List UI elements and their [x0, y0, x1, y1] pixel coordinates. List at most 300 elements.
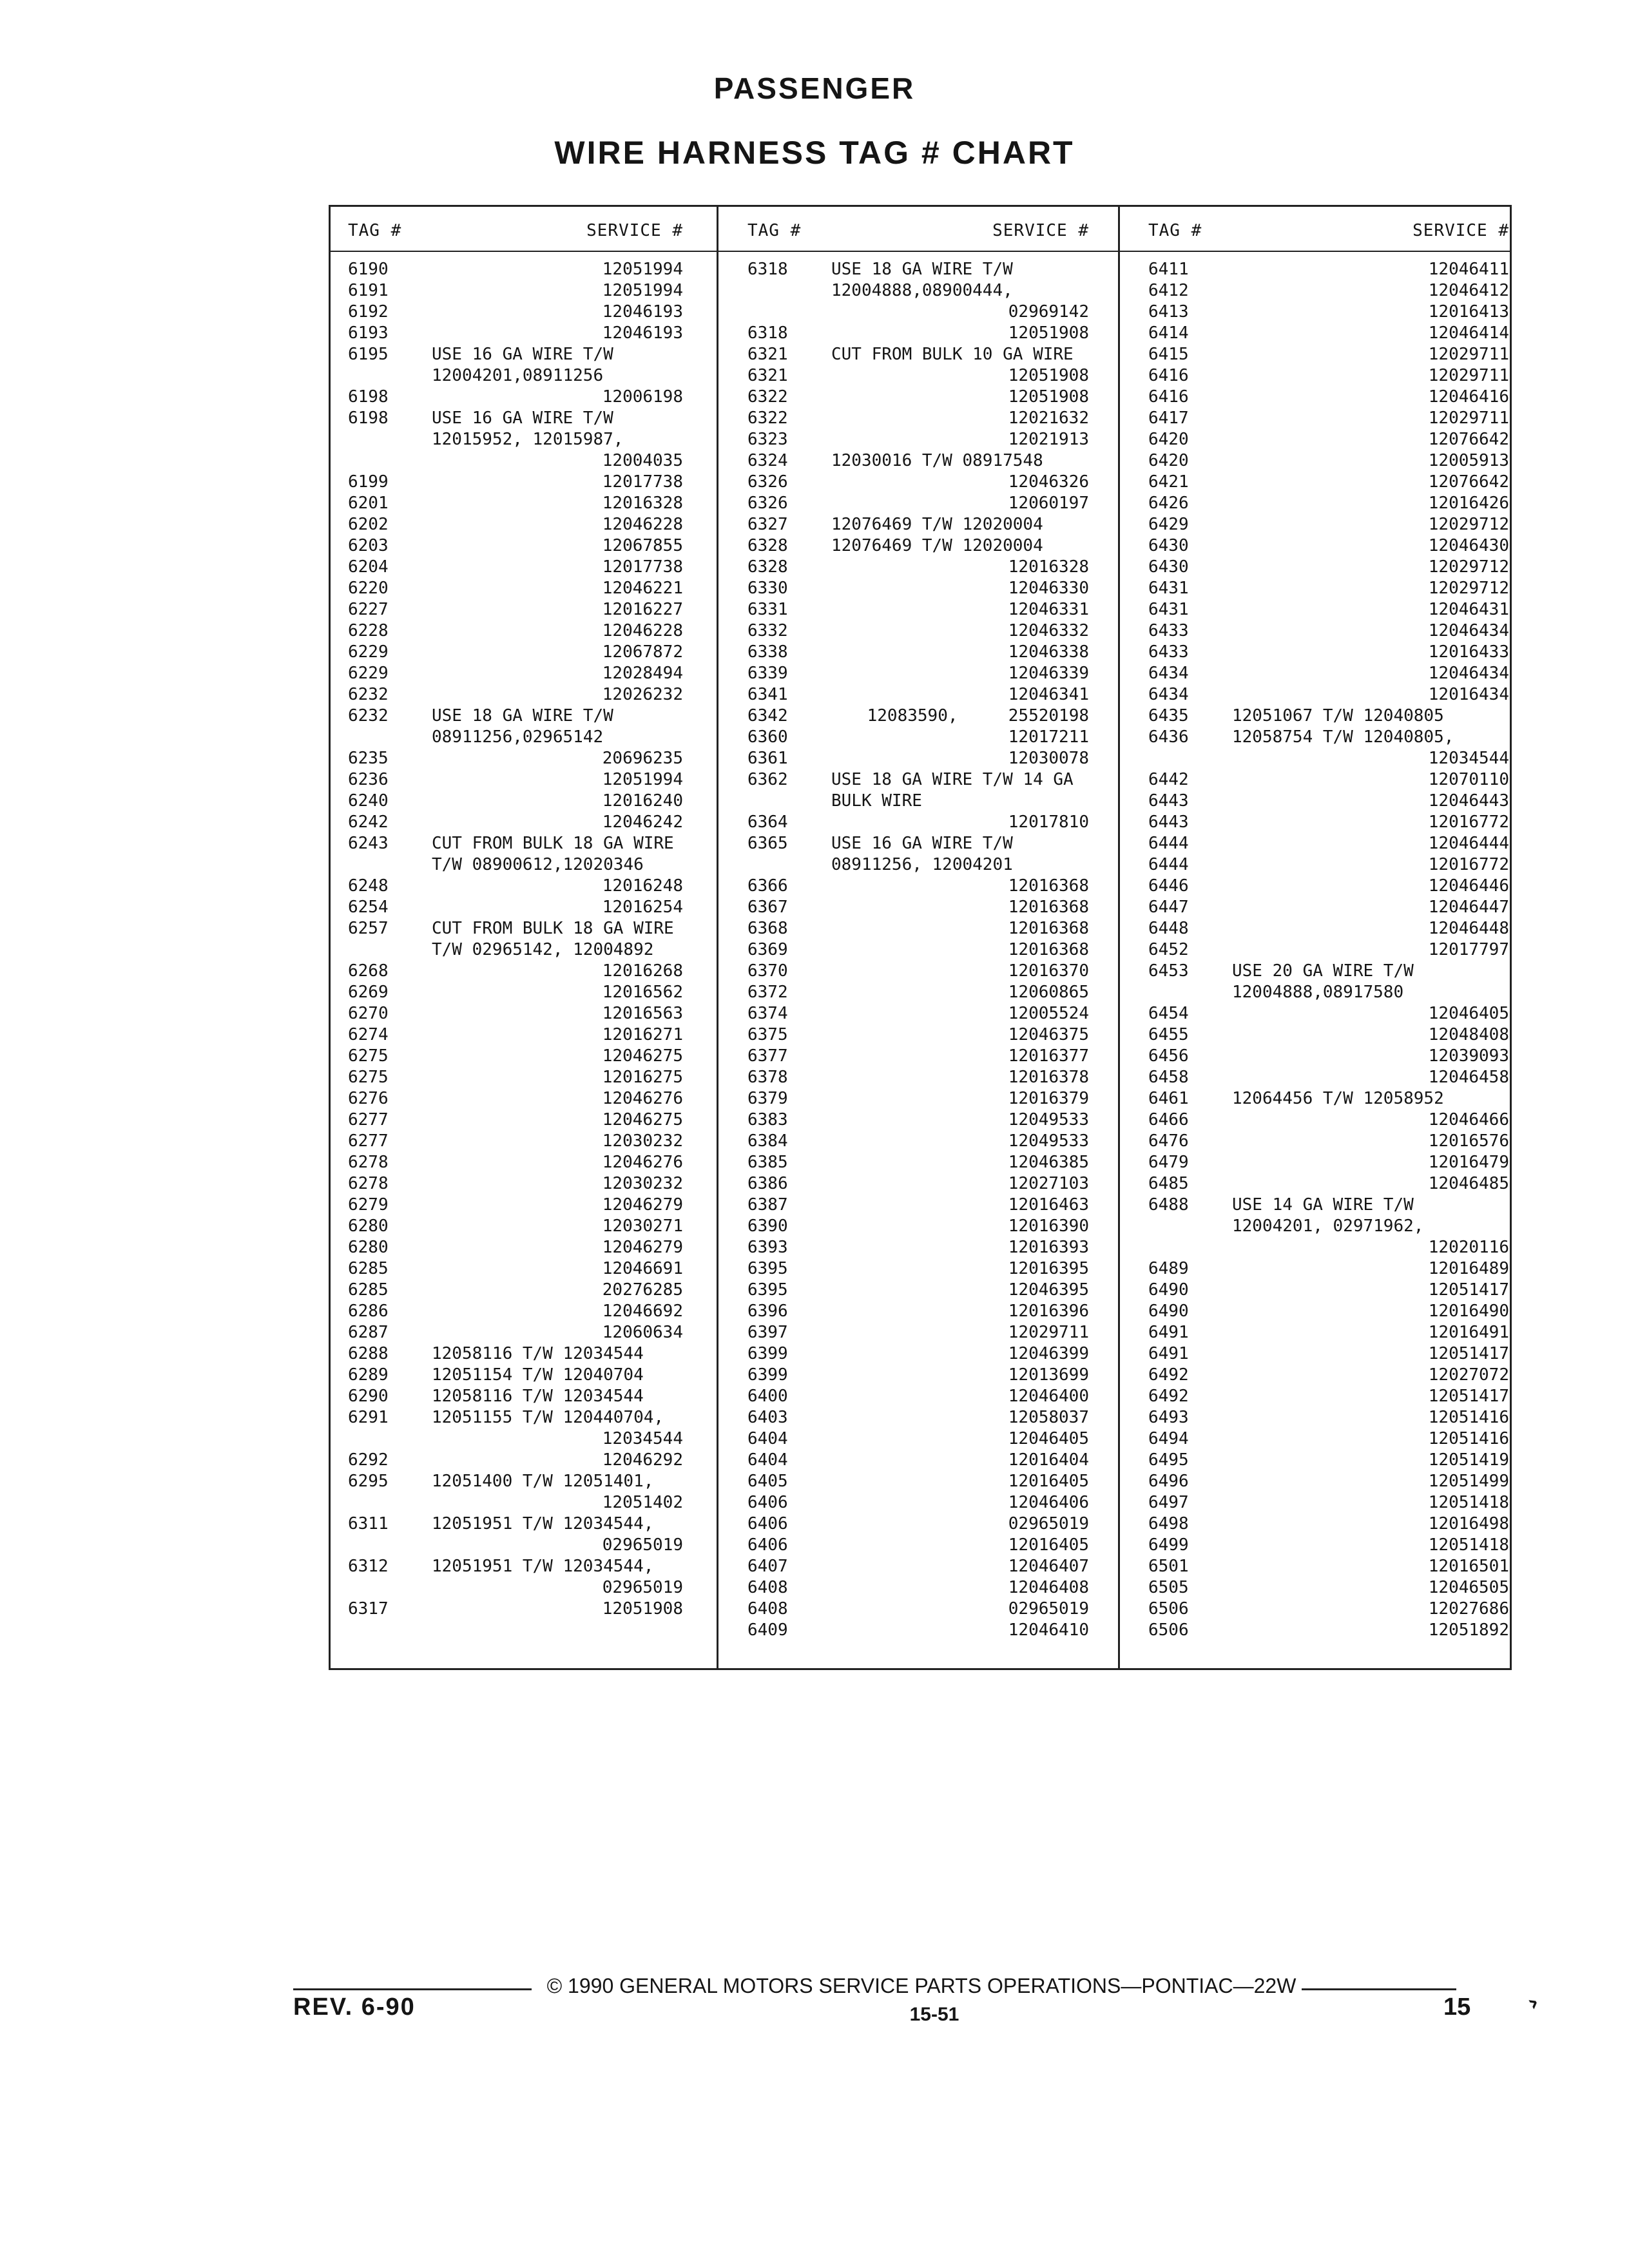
service-cell: 12058116 T/W 12034544: [432, 1387, 644, 1406]
service-cell: 12028494: [602, 664, 683, 683]
service-cell: 12067872: [602, 642, 683, 662]
tag-cell: 6443: [1148, 812, 1189, 832]
table-row: [348, 1492, 683, 1514]
service-cell: 12051419: [1428, 1450, 1509, 1470]
table-row: [348, 833, 683, 854]
table-row: [348, 1173, 683, 1195]
chart-subtitle: WIRE HARNESS TAG # CHART: [554, 135, 1075, 171]
table-row: [747, 1195, 1089, 1216]
service-header: SERVICE #: [992, 221, 1089, 240]
tag-cell: 6490: [1148, 1302, 1189, 1321]
service-cell: 12058116 T/W 12034544: [432, 1344, 644, 1363]
service-cell: 12048408: [1428, 1025, 1509, 1044]
service-cell: 12016368: [1008, 919, 1089, 938]
table-row: [747, 1216, 1089, 1237]
table-row: [348, 918, 683, 939]
table-row: [348, 535, 683, 557]
table-row: [348, 408, 683, 429]
service-cell: USE 18 GA WIRE T/W: [432, 706, 613, 726]
table-row: [1148, 620, 1509, 642]
service-cell: 12067855: [602, 536, 683, 555]
table-row: [1148, 1514, 1509, 1535]
table-rows: [348, 259, 683, 1620]
table-rows: [1148, 259, 1509, 1641]
tag-cell: [348, 450, 432, 472]
tag-cell: 6466: [1148, 1110, 1189, 1129]
service-cell: 12015952, 12015987,: [432, 430, 624, 449]
table-row: [1148, 1216, 1509, 1237]
tag-cell: 6413: [1148, 302, 1189, 322]
service-cell: 12046292: [602, 1450, 683, 1470]
service-cell: USE 18 GA WIRE T/W 14 GA: [831, 770, 1074, 789]
table-row: [348, 1131, 683, 1152]
tag-cell: 6498: [1148, 1514, 1189, 1533]
corner-mark: ›: [1522, 1989, 1545, 2017]
tag-cell: 6361: [747, 749, 788, 768]
tag-cell: 6370: [747, 961, 788, 981]
tag-cell: [747, 854, 831, 876]
service-cell: 12046399: [1008, 1344, 1089, 1363]
revision-label: REV. 6-90: [293, 1994, 416, 2021]
tag-header: TAG #: [1148, 221, 1202, 240]
table-row: [348, 1280, 683, 1301]
tag-cell: [348, 365, 432, 387]
service-cell: 12049533: [1008, 1131, 1089, 1151]
service-cell: 12016563: [602, 1004, 683, 1023]
service-cell: T/W 08900612,12020346: [432, 855, 644, 874]
tag-cell: 6494: [1148, 1429, 1189, 1448]
table-row: [747, 1492, 1089, 1514]
tag-cell: 6416: [1148, 387, 1189, 407]
table-row: [747, 1067, 1089, 1088]
tag-cell: 6417: [1148, 408, 1189, 428]
table-row: [1148, 1428, 1509, 1450]
service-header: SERVICE #: [586, 221, 683, 240]
table-row: [348, 642, 683, 663]
tag-cell: 6326: [747, 494, 788, 513]
tag-cell: 6275: [348, 1046, 389, 1066]
tag-cell: 6368: [747, 919, 788, 938]
tag-cell: 6311: [348, 1514, 389, 1533]
tag-cell: 6476: [1148, 1131, 1189, 1151]
table-row: [747, 1386, 1089, 1407]
service-cell: 12021913: [1008, 430, 1089, 449]
service-cell: 12016562: [602, 983, 683, 1002]
service-cell: 12016501: [1428, 1557, 1509, 1576]
tag-cell: 6456: [1148, 1046, 1189, 1066]
tag-cell: 6269: [348, 983, 389, 1002]
table-row: [747, 769, 1089, 791]
table-row: [1148, 259, 1509, 280]
service-cell: 12016328: [1008, 557, 1089, 577]
tag-cell: 6492: [1148, 1365, 1189, 1385]
service-cell: USE 16 GA WIRE T/W: [432, 345, 613, 364]
service-cell: 12051400 T/W 12051401,: [432, 1472, 654, 1491]
table-row: [747, 918, 1089, 939]
tag-cell: 6385: [747, 1153, 788, 1172]
column-header: [747, 216, 1089, 253]
tag-cell: 6384: [747, 1131, 788, 1151]
table-row: [348, 599, 683, 620]
tag-cell: 6434: [1148, 664, 1189, 683]
tag-cell: 6501: [1148, 1557, 1189, 1576]
tag-cell: [1148, 982, 1232, 1003]
service-cell: 12017738: [602, 472, 683, 492]
tag-cell: 6364: [747, 812, 788, 832]
service-cell: 12016378: [1008, 1068, 1089, 1087]
service-cell: 12016490: [1428, 1302, 1509, 1321]
table-row: [1148, 876, 1509, 897]
service-cell: 12017810: [1008, 812, 1089, 832]
table-row: [747, 706, 1089, 727]
table-row: [1148, 961, 1509, 982]
table-row: [348, 1428, 683, 1450]
tag-cell: 6448: [1148, 919, 1189, 938]
table-row: [348, 1535, 683, 1556]
table-row: [348, 429, 683, 450]
table-row: [747, 982, 1089, 1003]
service-cell: 12046447: [1428, 898, 1509, 917]
table-right-rule: [1510, 205, 1512, 1670]
tag-cell: [348, 1577, 432, 1599]
service-cell: 12016370: [1008, 961, 1089, 981]
table-row: [747, 620, 1089, 642]
table-top-rule: [329, 205, 1512, 207]
tag-cell: 6322: [747, 387, 788, 407]
tag-cell: [348, 939, 432, 961]
service-cell: 12046412: [1428, 281, 1509, 300]
tag-cell: 6431: [1148, 579, 1189, 598]
table-row: [1148, 1046, 1509, 1067]
tag-cell: 6395: [747, 1280, 788, 1300]
table-row: [1148, 1343, 1509, 1365]
service-cell: 12016426: [1428, 494, 1509, 513]
tag-cell: 6365: [747, 834, 788, 853]
table-row: [348, 1301, 683, 1322]
table-row: [348, 1450, 683, 1471]
tag-cell: 6242: [348, 812, 389, 832]
table-row: [348, 323, 683, 344]
table-rows: [747, 259, 1089, 1641]
table-row: [1148, 1258, 1509, 1280]
tag-cell: [348, 1428, 432, 1450]
service-cell: 12004201, 02971962,: [1232, 1216, 1424, 1236]
tag-cell: 6506: [1148, 1599, 1189, 1619]
tag-cell: 6443: [1148, 791, 1189, 811]
table-row: [348, 769, 683, 791]
table-row: [1148, 1620, 1509, 1641]
table-row: [1148, 1301, 1509, 1322]
tag-cell: 6405: [747, 1472, 788, 1491]
service-cell: 12076642: [1428, 430, 1509, 449]
service-cell: 12016240: [602, 791, 683, 811]
tag-cell: 6492: [1148, 1387, 1189, 1406]
table-row: [348, 493, 683, 514]
service-cell: 12051154 T/W 12040704: [432, 1365, 644, 1385]
service-cell: 12016772: [1428, 812, 1509, 832]
tag-cell: 6386: [747, 1174, 788, 1193]
table-row: [1148, 1131, 1509, 1152]
service-cell: 12016248: [602, 876, 683, 896]
tag-cell: [1148, 748, 1232, 769]
service-cell: T/W 02965142, 12004892: [432, 940, 654, 959]
service-cell: USE 18 GA WIRE T/W: [831, 260, 1013, 279]
service-cell: 12051908: [602, 1599, 683, 1619]
table-row: [1148, 1365, 1509, 1386]
tag-cell: 6485: [1148, 1174, 1189, 1193]
table-row: [1148, 706, 1509, 727]
tag-cell: 6497: [1148, 1493, 1189, 1512]
tag-cell: 6383: [747, 1110, 788, 1129]
tag-cell: 6379: [747, 1089, 788, 1108]
table-row: [747, 1110, 1089, 1131]
table-row: [1148, 1322, 1509, 1343]
table-row: [747, 429, 1089, 450]
service-cell: 12013699: [1008, 1365, 1089, 1385]
tag-cell: 6360: [747, 727, 788, 747]
table-row: [747, 344, 1089, 365]
tag-cell: 6232: [348, 685, 389, 704]
table-row: [348, 727, 683, 748]
service-cell: 12051417: [1428, 1344, 1509, 1363]
table-row: [747, 833, 1089, 854]
tag-cell: 6458: [1148, 1068, 1189, 1087]
service-cell: 12051951 T/W 12034544,: [432, 1557, 654, 1576]
tag-cell: 6493: [1148, 1408, 1189, 1427]
tag-cell: 6270: [348, 1004, 389, 1023]
service-cell: 02965019: [602, 1578, 683, 1597]
service-cell: 12020116: [1428, 1238, 1509, 1257]
table-row: [348, 1046, 683, 1067]
table-row: [1148, 1173, 1509, 1195]
service-cell: 12026232: [602, 685, 683, 704]
tag-cell: 6488: [1148, 1195, 1189, 1215]
service-cell: 12017211: [1008, 727, 1089, 747]
service-cell: 12046434: [1428, 664, 1509, 683]
service-cell: 12046691: [602, 1259, 683, 1278]
service-cell: 12006198: [602, 387, 683, 407]
table-row: [348, 259, 683, 280]
tag-cell: 6404: [747, 1429, 788, 1448]
service-cell: 12029712: [1428, 579, 1509, 598]
tag-cell: 6191: [348, 281, 389, 300]
table-row: [348, 1152, 683, 1173]
table-row: [1148, 1280, 1509, 1301]
service-cell: 12060197: [1008, 494, 1089, 513]
service-cell: 12046279: [602, 1195, 683, 1215]
service-cell: 12046275: [602, 1046, 683, 1066]
tag-cell: 6415: [1148, 345, 1189, 364]
table-row: [1148, 833, 1509, 854]
tag-cell: [747, 791, 831, 812]
table-row: [348, 1110, 683, 1131]
service-cell: CUT FROM BULK 18 GA WIRE: [432, 834, 674, 853]
tag-cell: 6444: [1148, 855, 1189, 874]
service-cell: 12046405: [1008, 1429, 1089, 1448]
service-cell: 12016434: [1428, 685, 1509, 704]
tag-cell: 6290: [348, 1387, 389, 1406]
table-row: [747, 1024, 1089, 1046]
tag-cell: 6312: [348, 1557, 389, 1576]
service-cell: 12016396: [1008, 1302, 1089, 1321]
service-cell: 20276285: [602, 1280, 683, 1300]
service-cell: 12016268: [602, 961, 683, 981]
table-row: [348, 1407, 683, 1428]
table-row: [747, 1131, 1089, 1152]
tag-cell: 6479: [1148, 1153, 1189, 1172]
column-header: [348, 216, 683, 253]
service-cell: 12046410: [1008, 1620, 1089, 1640]
tag-cell: 6453: [1148, 961, 1189, 981]
service-cell: CUT FROM BULK 18 GA WIRE: [432, 919, 674, 938]
service-cell: 12051908: [1008, 323, 1089, 343]
service-cell: 12076469 T/W 12020004: [831, 536, 1043, 555]
table-row: [348, 854, 683, 876]
table-column-2: [747, 216, 1089, 1641]
service-cell: 02965019: [602, 1535, 683, 1555]
service-header: SERVICE #: [1412, 221, 1509, 240]
table-row: [747, 1428, 1089, 1450]
service-cell: 12046375: [1008, 1025, 1089, 1044]
tag-cell: 6254: [348, 898, 389, 917]
tag-cell: 6377: [747, 1046, 788, 1066]
service-cell: 12046430: [1428, 536, 1509, 555]
service-cell: 12016576: [1428, 1131, 1509, 1151]
table-row: [348, 1322, 683, 1343]
tag-cell: 6491: [1148, 1344, 1189, 1363]
service-cell: 12051418: [1428, 1493, 1509, 1512]
table-row: [747, 1046, 1089, 1067]
tag-cell: 6287: [348, 1323, 389, 1342]
service-cell: 12016328: [602, 494, 683, 513]
service-cell: 12051155 T/W 120440704,: [432, 1408, 664, 1427]
tag-cell: 6330: [747, 579, 788, 598]
service-cell: 12027686: [1428, 1599, 1509, 1619]
tag-cell: [747, 302, 831, 323]
service-cell: 12051908: [1008, 387, 1089, 407]
service-cell: 12051416: [1428, 1429, 1509, 1448]
tag-cell: 6406: [747, 1514, 788, 1533]
tag-cell: 6378: [747, 1068, 788, 1087]
service-cell: 12046406: [1008, 1493, 1089, 1512]
table-row: [747, 1514, 1089, 1535]
table-row: [747, 1237, 1089, 1258]
footer-rule-left: [293, 1988, 532, 1990]
service-cell: 12030271: [602, 1216, 683, 1236]
tag-header: TAG #: [348, 221, 402, 240]
service-cell: 12016463: [1008, 1195, 1089, 1215]
table-row: [1148, 578, 1509, 599]
service-cell: 12016433: [1428, 642, 1509, 662]
table-bottom-rule: [329, 1668, 1512, 1670]
table-row: [747, 1301, 1089, 1322]
page-number: 15: [1443, 1994, 1471, 2021]
tag-cell: 6369: [747, 940, 788, 959]
table-row: [1148, 748, 1509, 769]
tag-cell: 6416: [1148, 366, 1189, 385]
tag-cell: 6390: [747, 1216, 788, 1236]
table-row: [1148, 1407, 1509, 1428]
tag-cell: 6495: [1148, 1450, 1189, 1470]
service-cell: 12046692: [602, 1302, 683, 1321]
table-row: [747, 535, 1089, 557]
table-row: [1148, 429, 1509, 450]
table-row: [348, 961, 683, 982]
table-row: [348, 939, 683, 961]
table-row: [348, 1195, 683, 1216]
table-row: [747, 642, 1089, 663]
table-row: [348, 684, 683, 706]
service-cell: 12051402: [602, 1493, 683, 1512]
table-row: [1148, 1067, 1509, 1088]
table-row: [747, 1258, 1089, 1280]
service-cell: 12046341: [1008, 685, 1089, 704]
table-row: [747, 1556, 1089, 1577]
table-row: [348, 748, 683, 769]
tag-cell: 6326: [747, 472, 788, 492]
tag-cell: 6232: [348, 706, 389, 726]
table-column-3: [1148, 216, 1509, 1641]
service-cell: 12046193: [602, 302, 683, 322]
tag-cell: 6323: [747, 430, 788, 449]
tag-cell: 6236: [348, 770, 389, 789]
table-row: [747, 1173, 1089, 1195]
tag-cell: 6396: [747, 1302, 788, 1321]
service-cell: 12064456 T/W 12058952: [1232, 1089, 1444, 1108]
service-cell: 12016368: [1008, 876, 1089, 896]
service-cell: 12046242: [602, 812, 683, 832]
table-row: [348, 1237, 683, 1258]
tag-cell: 6408: [747, 1599, 788, 1619]
service-cell: 12046400: [1008, 1387, 1089, 1406]
tag-cell: 6408: [747, 1578, 788, 1597]
service-cell: 12034544: [1428, 749, 1509, 768]
table-row: [747, 1322, 1089, 1343]
table-row: [1148, 982, 1509, 1003]
tag-cell: 6338: [747, 642, 788, 662]
tag-cell: 6435: [1148, 706, 1189, 726]
service-cell: 12016491: [1428, 1323, 1509, 1342]
service-cell: 12046405: [1428, 1004, 1509, 1023]
tag-cell: 6430: [1148, 557, 1189, 577]
service-cell: 12046193: [602, 323, 683, 343]
tag-cell: 6278: [348, 1174, 389, 1193]
tag-cell: 6399: [747, 1344, 788, 1363]
service-cell: 12016489: [1428, 1259, 1509, 1278]
table-row: [1148, 897, 1509, 918]
service-cell: 12046330: [1008, 579, 1089, 598]
table-row: [747, 897, 1089, 918]
page-reference: 15-51: [909, 2004, 959, 2025]
service-cell: 12005524: [1008, 1004, 1089, 1023]
table-row: [1148, 1492, 1509, 1514]
table-row: [348, 1024, 683, 1046]
service-cell: 12046221: [602, 579, 683, 598]
service-cell: 12051951 T/W 12034544,: [432, 1514, 654, 1533]
tag-cell: 6387: [747, 1195, 788, 1215]
service-cell: 12051994: [602, 260, 683, 279]
service-cell: USE 16 GA WIRE T/W: [432, 408, 613, 428]
service-cell: 12016254: [602, 898, 683, 917]
tag-cell: 6454: [1148, 1004, 1189, 1023]
service-cell: 12046228: [602, 621, 683, 640]
tag-cell: 6286: [348, 1302, 389, 1321]
table-row: [1148, 1471, 1509, 1492]
table-row: [1148, 939, 1509, 961]
service-cell: 12049533: [1008, 1110, 1089, 1129]
table-row: [1148, 1386, 1509, 1407]
tag-cell: 6195: [348, 345, 389, 364]
